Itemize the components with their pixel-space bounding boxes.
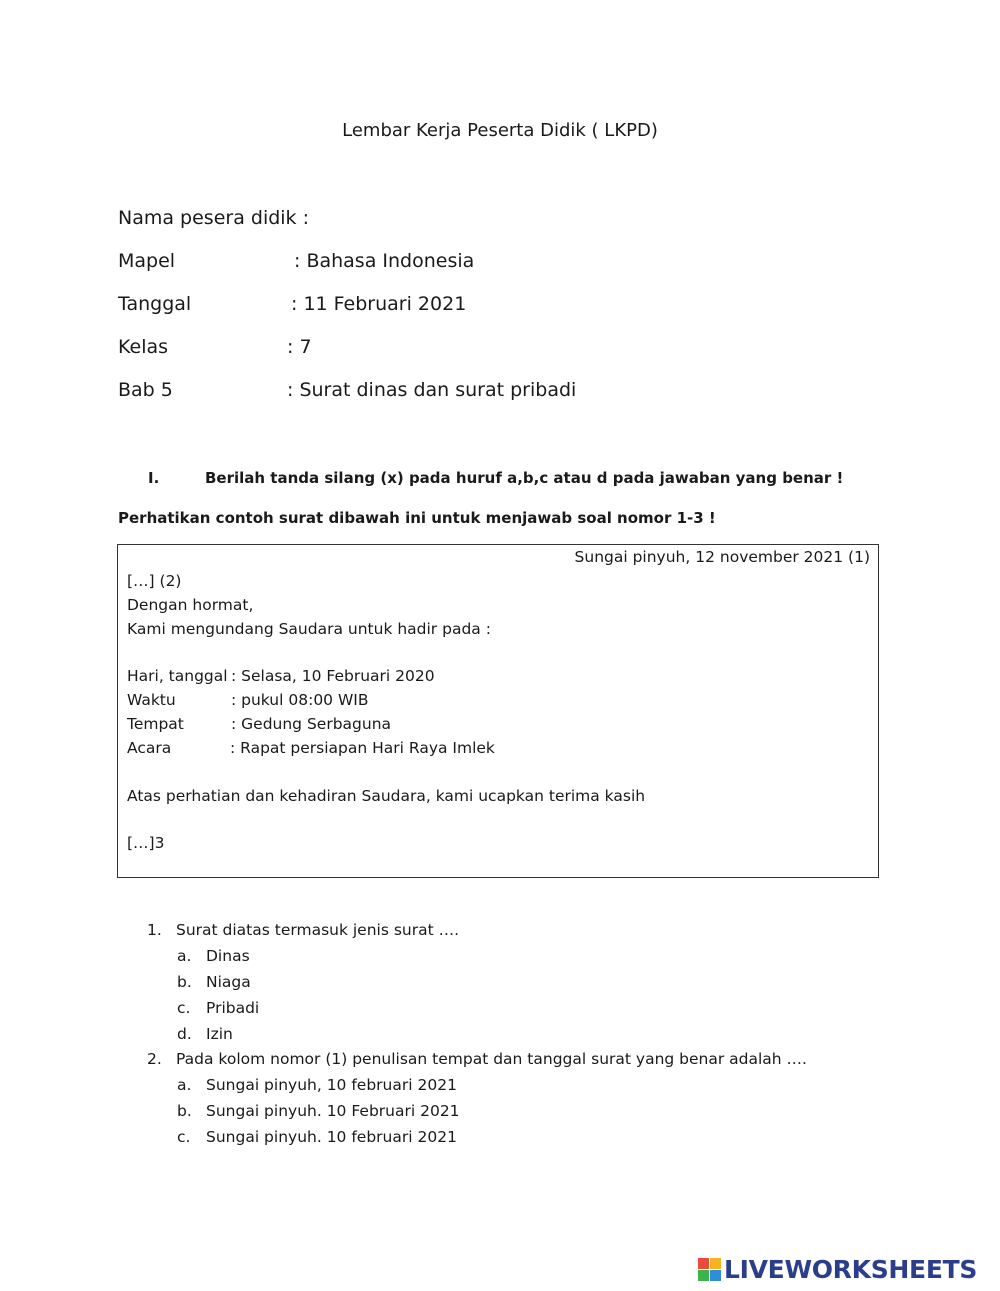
letter-box [117,544,879,878]
letter-row-value: : pukul 08:00 WIB [231,691,369,709]
question-text: Pada kolom nomor (1) penulisan tempat dan tanggal surat yang benar adalah …. [176,1050,807,1068]
letter-row-value: : Gedung Serbaguna [231,715,392,733]
kelas-label: Kelas [118,336,169,358]
option-text[interactable]: Niaga [206,973,251,991]
option-letter[interactable]: b. [177,973,192,991]
option-letter[interactable]: c. [177,1128,191,1146]
question-number: 1. [147,921,162,939]
bab-label: Bab 5 [118,379,173,401]
section-number: I. [148,469,160,487]
option-text[interactable]: Sungai pinyuh, 10 februari 2021 [206,1076,457,1094]
section-instruction: Berilah tanda silang (x) pada huruf a,b,c atau d pada jawaban yang benar ! [205,469,844,487]
letter-row-label: Tempat [127,715,184,733]
option-letter[interactable]: a. [177,947,192,965]
letter-invite: Kami mengundang Saudara untuk hadir pada : [127,620,491,638]
option-letter[interactable]: d. [177,1025,192,1043]
kelas-value: : 7 [287,336,312,358]
mapel-label: Mapel [118,250,176,272]
page-title: Lembar Kerja Peserta Didik ( LKPD) [342,120,658,141]
tanggal-value: : 11 Februari 2021 [291,293,467,315]
option-text[interactable]: Sungai pinyuh. 10 Februari 2021 [206,1102,460,1120]
section-note: Perhatikan contoh surat dibawah ini untuk menjawab soal nomor 1-3 ! [118,509,716,527]
letter-date-line: Sungai pinyuh, 12 november 2021 (1) [574,548,870,566]
letter-placeholder-3: […]3 [127,834,165,852]
mapel-value: : Bahasa Indonesia [294,250,475,272]
letter-greeting: Dengan hormat, [127,596,254,614]
letter-row-label: Acara [127,739,172,757]
question-number: 2. [147,1050,162,1068]
option-letter[interactable]: c. [177,999,191,1017]
option-text[interactable]: Izin [206,1025,233,1043]
logo-text: LIVEWORKSHEETS [724,1254,978,1284]
liveworksheets-logo[interactable] [698,1252,977,1286]
name-label: Nama pesera didik : [118,207,310,229]
logo-mark-icon [698,1258,721,1281]
option-letter[interactable]: a. [177,1076,192,1094]
letter-row-value: : Rapat persiapan Hari Raya Imlek [230,739,495,757]
option-text[interactable]: Sungai pinyuh. 10 februari 2021 [206,1128,457,1146]
option-text[interactable]: Pribadi [206,999,260,1017]
letter-row-value: : Selasa, 10 Februari 2020 [231,667,435,685]
question-text: Surat diatas termasuk jenis surat …. [176,921,460,939]
letter-placeholder-2: […] (2) [127,572,182,590]
bab-value: : Surat dinas dan surat pribadi [287,379,577,401]
option-text[interactable]: Dinas [206,947,250,965]
letter-row-label: Waktu [127,691,176,709]
tanggal-label: Tanggal [118,293,192,315]
letter-closing: Atas perhatian dan kehadiran Saudara, kami ucapkan terima kasih [127,787,646,805]
option-letter[interactable]: b. [177,1102,192,1120]
letter-row-label: Hari, tanggal [127,667,228,685]
